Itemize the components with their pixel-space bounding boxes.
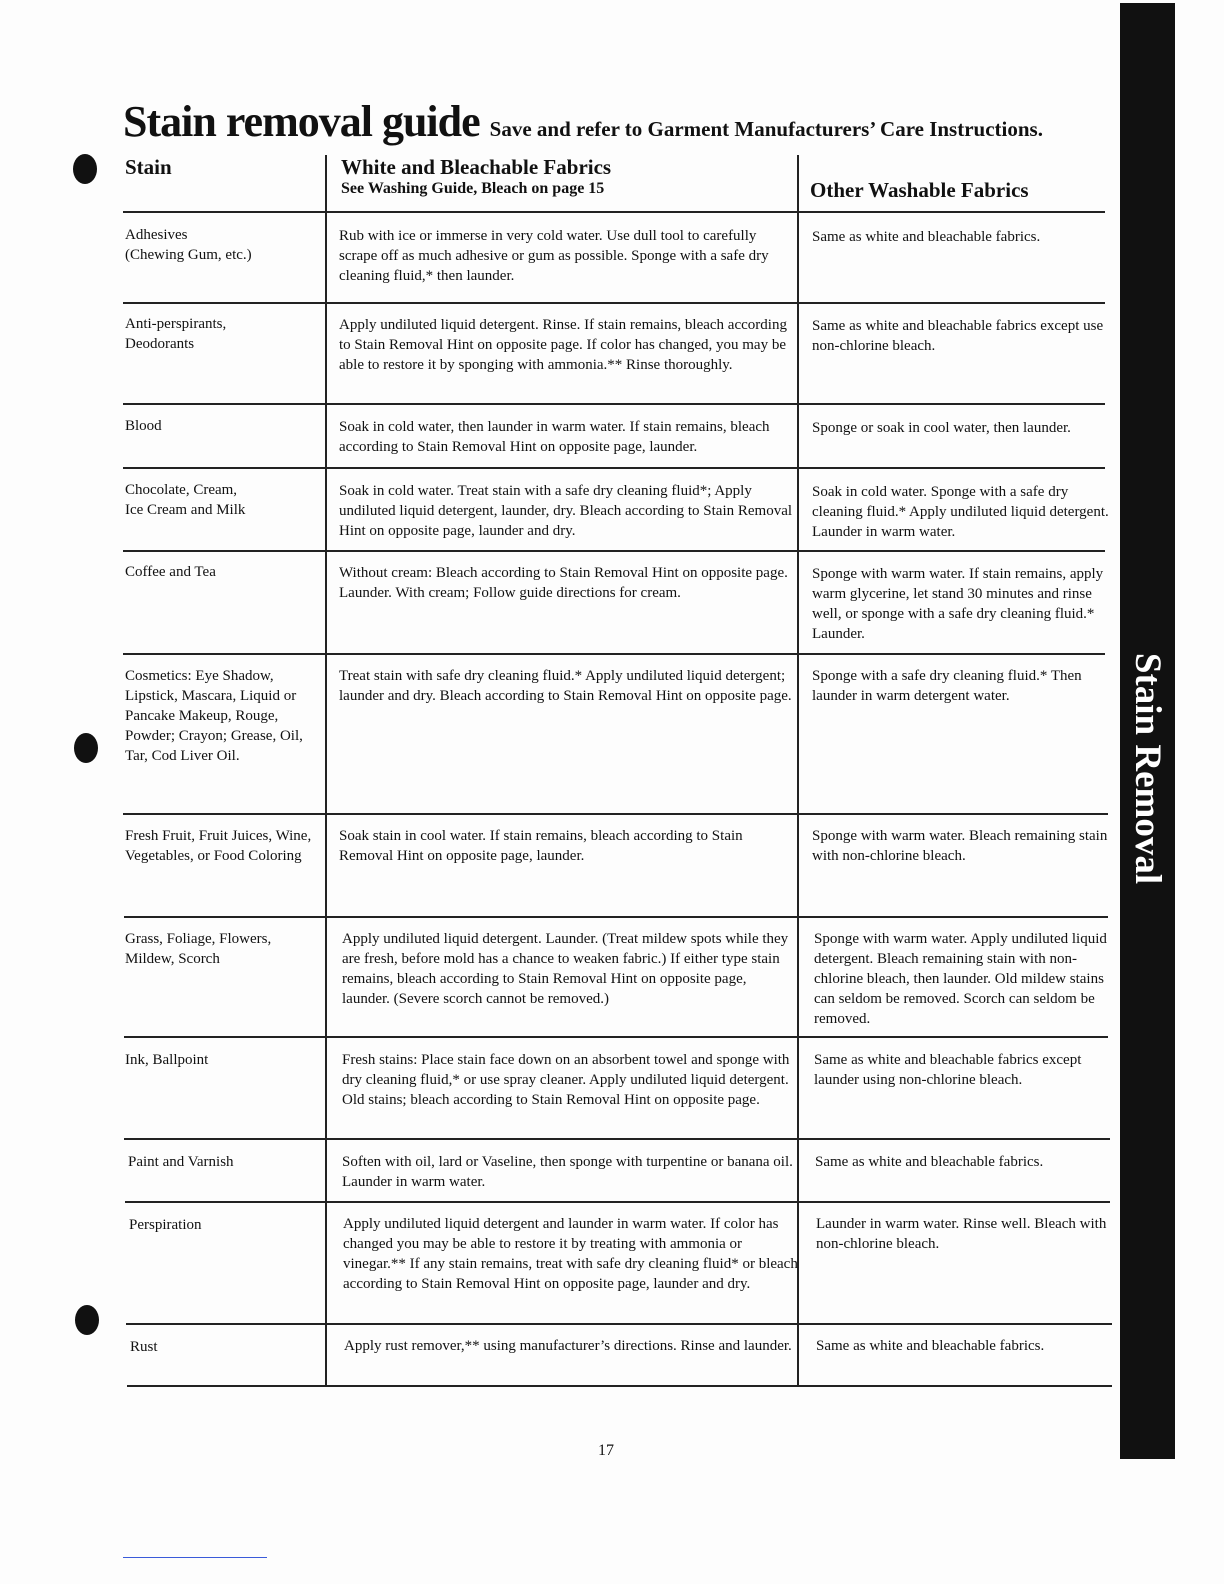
table-cell-white: Apply undiluted liquid detergent and launder in warm water. If color has changed you may be able to restore it by treating with ammonia or vinegar.** If any stain remains, treat with safe dry cleaning fluid* or bleach according to Stain Removal Hint on opposite page, launder and dry. — [343, 1216, 798, 1292]
table-cell-white: Apply undiluted liquid detergent. Launder. (Treat mildew spots while they are fresh, before mold has a chance to weaken fabric.) If either type stain remains, bleach according to Stain Removal Hint on opposite page, launder. (Severe scorch cannot be removed.) — [342, 931, 789, 1007]
table-cell-stain: Grass, Foliage, Flowers, Mildew, Scorch — [125, 931, 272, 967]
row-divider — [124, 916, 1108, 918]
table-cell-other: Launder in warm water. Rinse well. Bleach with non-chlorine bleach. — [816, 1216, 1107, 1252]
table-cell-white: Without cream: Bleach according to Stain Removal Hint on opposite page. Launder. With cream; Follow guide directions for cream. — [339, 565, 788, 601]
column-header-white: White and Bleachable Fabrics — [341, 155, 612, 179]
table-cell-stain: Chocolate, Cream, Ice Cream and Milk — [125, 482, 246, 518]
table-cell-stain: Blood — [125, 418, 162, 434]
row-divider — [123, 550, 1105, 552]
cell-text: Adhesives (Chewing Gum, etc.) — [125, 227, 252, 263]
row-divider — [123, 813, 1108, 815]
table-cell-other: Soak in cold water. Sponge with a safe dry cleaning fluid.* Apply undiluted liquid detergent. Launder in warm water. — [812, 484, 1109, 540]
table-cell-other: Sponge with warm water. Bleach remaining stain with non-chlorine bleach. — [812, 828, 1108, 864]
row-divider — [124, 1036, 1108, 1038]
table-cell-other: Same as white and bleachable fabrics. — [815, 1154, 1044, 1170]
page-subtitle: Save and refer to Garment Manufacturers’ Care Instructions. — [489, 117, 1043, 141]
table-cell-white: Soften with oil, lard or Vaseline, then sponge with turpentine or banana oil. Launder in warm water. — [342, 1154, 793, 1190]
table-cell-white: Apply undiluted liquid detergent. Rinse. If stain remains, bleach according to Stain Removal Hint on opposite page. If color has changed, you may be able to restore it by sponging with ammonia.** Rinse thoroughly. — [339, 317, 787, 373]
row-divider — [123, 653, 1105, 655]
row-divider — [123, 211, 1105, 213]
column-header-other: Other Washable Fabrics — [810, 178, 1029, 202]
table-cell-stain: Rust — [130, 1339, 158, 1355]
row-divider — [123, 403, 1105, 405]
table-cell-white: Rub with ice or immerse in very cold water. Use dull tool to carefully scrape off as much adhesive or gum as possible. Sponge with a safe dry cleaning fluid,* then launder. — [339, 228, 769, 284]
table-cell-other: Sponge with warm water. Apply undiluted liquid detergent. Bleach remaining stain with non-chlorine bleach, then launder. Old mildew stains can seldom be removed. Scorch can seldom be removed. — [814, 931, 1107, 1027]
row-divider — [123, 302, 1105, 304]
table-cell-stain: Anti-perspirants, Deodorants — [125, 316, 227, 352]
table-cell-other: Sponge with warm water. If stain remains, apply warm glycerine, let stand 30 minutes and rinse well, or sponge with a safe dry cleaning fluid.* Launder. — [812, 566, 1104, 642]
table-cell-stain: Coffee and Tea — [125, 564, 216, 580]
table-cell-white: Apply rust remover,** using manufacturer’s directions. Rinse and launder. — [344, 1338, 792, 1354]
table-cell-white: Soak in cold water, then launder in warm water. If stain remains, bleach according to Stain Removal Hint on opposite page, launder. — [339, 419, 770, 455]
table-cell-other: Same as white and bleachable fabrics except use non-chlorine bleach. — [812, 318, 1104, 354]
footer-rule — [123, 1557, 267, 1558]
table-cell-white: Soak in cold water. Treat stain with a safe dry cleaning fluid*; Apply undiluted liquid detergent, launder, dry. Bleach according to Stain Removal Hint on opposite page, launder and dry. — [339, 483, 793, 539]
table-cell-stain — [125, 225, 320, 265]
table-cell-stain: Ink, Ballpoint — [125, 1052, 209, 1068]
page-number: 17 — [598, 1442, 614, 1459]
table-cell-other: Same as white and bleachable fabrics except launder using non-chlorine bleach. — [814, 1052, 1082, 1088]
column-header-stain: Stain — [125, 155, 172, 179]
binder-hole-middle — [74, 733, 98, 763]
row-divider — [124, 1138, 1110, 1140]
side-tab-label: Stain Removal — [1127, 652, 1168, 884]
binder-hole-top — [73, 154, 97, 184]
table-cell-stain: Fresh Fruit, Fruit Juices, Wine, Vegetables, or Food Coloring — [125, 828, 312, 864]
side-tab-label-wrap — [1120, 650, 1175, 886]
row-divider — [126, 1323, 1112, 1325]
table-cell-other: Same as white and bleachable fabrics. — [816, 1338, 1045, 1354]
page-header — [123, 96, 1043, 147]
row-divider — [123, 467, 1105, 469]
table-cell-white: Fresh stains: Place stain face down on an absorbent towel and sponge with dry cleaning fluid,* or use spray cleaner. Apply undiluted liquid detergent. Old stains; bleach according to Stain Removal Hint on opposite page. — [342, 1052, 790, 1108]
table-cell-white: Soak stain in cool water. If stain remains, bleach according to Stain Removal Hint on opposite page, launder. — [339, 828, 743, 864]
table-cell-white: Treat stain with safe dry cleaning fluid.* Apply undiluted liquid detergent; launder and dry. Bleach according to Stain Removal Hint on opposite page. — [339, 668, 792, 704]
table-cell-stain: Paint and Varnish — [128, 1154, 234, 1170]
column-header-white-sub: See Washing Guide, Bleach on page 15 — [341, 180, 605, 197]
table-cell-stain: Perspiration — [129, 1217, 202, 1233]
row-divider — [125, 1201, 1110, 1203]
table-cell-other: Same as white and bleachable fabrics. — [812, 229, 1041, 245]
page-title: Stain removal guide — [123, 97, 480, 146]
binder-hole-bottom — [75, 1305, 99, 1335]
row-divider — [127, 1385, 1112, 1387]
table-cell-other: Sponge or soak in cool water, then launder. — [812, 420, 1071, 436]
table-cell-other: Sponge with a safe dry cleaning fluid.* Then launder in warm detergent water. — [812, 668, 1082, 704]
table-cell-stain: Cosmetics: Eye Shadow, Lipstick, Mascara, Liquid or Pancake Makeup, Rouge, Powder; Crayon; Grease, Oil, Tar, Cod Liver Oil. — [125, 668, 303, 764]
